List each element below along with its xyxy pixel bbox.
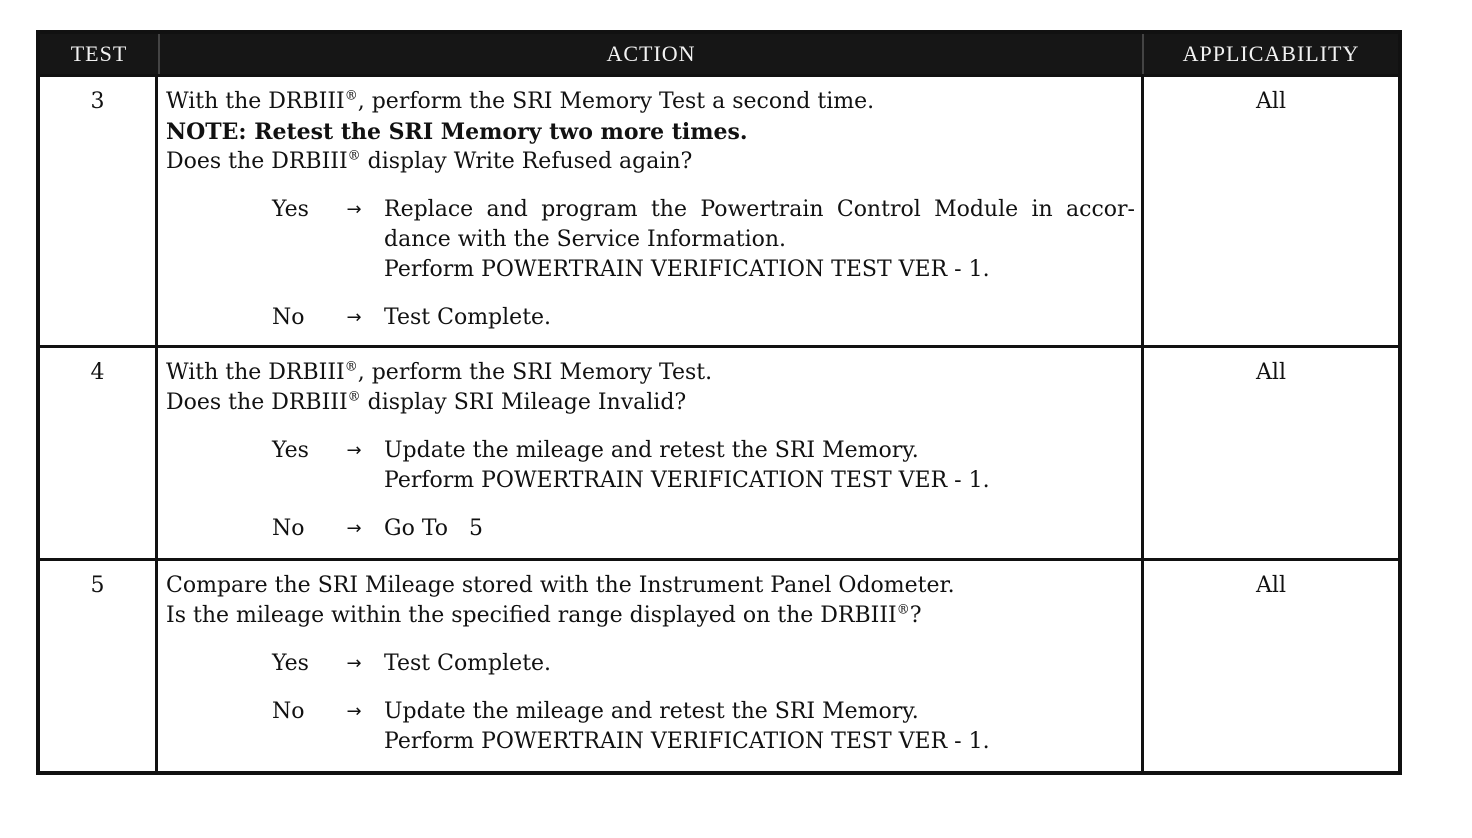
right-arrow-icon: → <box>346 653 362 674</box>
table-header <box>40 34 1398 77</box>
action-cell <box>158 348 1144 558</box>
yes-line: Update the mileage and retest the SRI Memory. <box>384 438 919 463</box>
action-line: With the DRBIII®, perform the SRI Memory Test a second time. <box>166 88 875 114</box>
right-arrow-icon: → <box>346 440 362 461</box>
yes-text <box>384 195 1135 285</box>
action-line: Does the DRBIII® display SRI Mileage Invalid? <box>166 389 687 415</box>
no-line: Perform POWERTRAIN VERIFICATION TEST VER - 1. <box>384 729 990 754</box>
no-text <box>384 514 1135 544</box>
no-text <box>384 303 1135 333</box>
registered-mark: ® <box>347 389 361 405</box>
table-row <box>40 561 1398 771</box>
right-arrow-icon: → <box>346 307 362 328</box>
test-number: 4 <box>40 348 158 558</box>
yes-text <box>384 649 1135 679</box>
registered-mark: ® <box>347 148 361 164</box>
yes-line: dance with the Service Information. <box>384 227 787 252</box>
action-line: With the DRBIII®, perform the SRI Memory Test. <box>166 359 713 385</box>
header-action: ACTION <box>160 34 1144 74</box>
right-arrow-icon: → <box>346 199 362 220</box>
header-applicability: APPLICABILITY <box>1182 41 1360 66</box>
yes-label: Yes <box>272 651 309 676</box>
no-line: Update the mileage and retest the SRI Memory. <box>384 699 919 724</box>
action-line: Compare the SRI Mileage stored with the Instrument Panel Odometer. <box>166 573 955 598</box>
no-line: Test Complete. <box>384 305 552 330</box>
no-branch <box>272 303 1135 333</box>
action-cell <box>158 561 1144 771</box>
yes-text <box>384 436 1135 496</box>
yes-line: Test Complete. <box>384 651 552 676</box>
test-number: 5 <box>40 561 158 771</box>
table-row <box>40 348 1398 561</box>
diagnostic-table <box>36 30 1402 775</box>
action-cell <box>158 77 1144 345</box>
yes-branch <box>272 195 1135 285</box>
no-text <box>384 697 1135 757</box>
yes-branch <box>272 436 1135 496</box>
no-branch <box>272 514 1135 544</box>
right-arrow-icon: → <box>346 518 362 539</box>
yes-label: Yes <box>272 438 309 463</box>
action-line: Does the DRBIII® display Write Refused again? <box>166 148 693 174</box>
action-note: NOTE: Retest the SRI Memory two more times. <box>166 119 748 145</box>
yes-label: Yes <box>272 197 309 222</box>
yes-line: Perform POWERTRAIN VERIFICATION TEST VER - 1. <box>384 257 990 282</box>
registered-mark: ® <box>344 359 358 375</box>
no-label: No <box>272 305 305 330</box>
applicability-value: All <box>1256 573 1286 598</box>
go-to-link[interactable]: Go To 5 <box>384 516 483 541</box>
no-branch <box>272 697 1135 757</box>
registered-mark: ® <box>344 88 358 104</box>
applicability-value: All <box>1256 89 1286 114</box>
right-arrow-icon: → <box>346 701 362 722</box>
yes-line: Replace and program the Powertrain Control Module in accor- <box>384 197 1135 222</box>
no-label: No <box>272 699 305 724</box>
action-line: Is the mileage within the specified range displayed on the DRBIII®? <box>166 602 922 628</box>
no-label: No <box>272 516 305 541</box>
header-test: TEST <box>40 34 160 74</box>
test-number: 3 <box>40 77 158 345</box>
table-row <box>40 77 1398 348</box>
yes-branch <box>272 649 1135 679</box>
applicability-value: All <box>1256 360 1286 385</box>
yes-line: Perform POWERTRAIN VERIFICATION TEST VER - 1. <box>384 468 990 493</box>
registered-mark: ® <box>896 602 910 618</box>
